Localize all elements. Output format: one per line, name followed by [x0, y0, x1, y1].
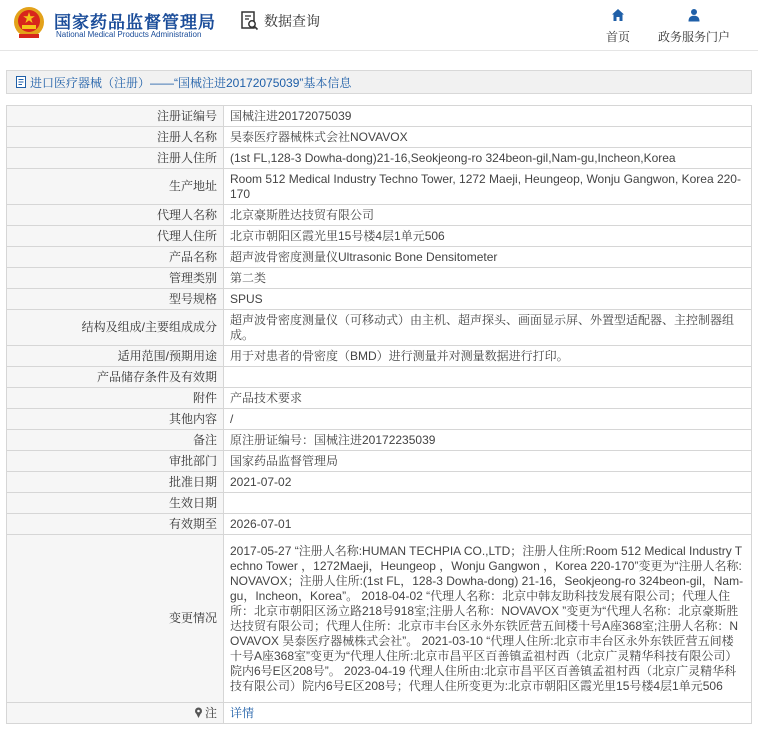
field-value-approval-dept: 国家药品监督管理局: [224, 451, 752, 472]
field-label: 代理人名称: [7, 205, 224, 226]
field-label: 适用范围/预期用途: [7, 346, 224, 367]
table-row: [7, 346, 752, 367]
field-value-agent: 北京豪斯胜达技贸有限公司: [224, 205, 752, 226]
field-label: 注册人名称: [7, 127, 224, 148]
field-label: 产品名称: [7, 247, 224, 268]
site-title[interactable]: 国家药品监督管理局: [54, 13, 216, 32]
details-link[interactable]: 详情: [230, 705, 255, 720]
field-value-product-name: 超声波骨密度测量仪Ultrasonic Bone Densitometer: [224, 247, 752, 268]
table-row: [7, 226, 752, 247]
breadcrumb-text[interactable]: 进口医疗器械（注册）——“国械注进20172075039”基本信息: [30, 75, 352, 90]
table-row: [7, 310, 752, 346]
field-value-reg-no: 国械注进20172075039: [224, 106, 752, 127]
field-value-registrant-address: (1st FL,128-3 Dowha-dong)21-16,Seokjeong-ro 324beon-gil,Nam-gu,Incheon,Korea: [224, 148, 752, 169]
field-value-structure: 超声波骨密度测量仪（可移动式）由主机、超声探头、画面显示屏、外置型适配器、主控制器组成。: [224, 310, 752, 346]
data-query-label: 数据查询: [264, 13, 320, 29]
field-value-registrant: 昊泰医疗器械株式会社NOVAVOX: [224, 127, 752, 148]
table-row: [7, 430, 752, 451]
user-icon: [687, 8, 701, 22]
table-row: [7, 247, 752, 268]
table-row: [7, 409, 752, 430]
table-row: [7, 367, 752, 388]
field-label: 有效期至: [7, 514, 224, 535]
nav-service-portal-label: 政务服务门户: [657, 30, 730, 44]
field-value-note: [224, 703, 752, 724]
field-value-agent-address: 北京市朝阳区霞光里15号楼4层1单元506: [224, 226, 752, 247]
field-value-production-address: Room 512 Medical Industry Techno Tower, 1272 Maeji, Heungeop, Wonju Gangwon, Korea 220-170: [224, 169, 752, 205]
document-search-icon: [241, 11, 259, 31]
site-subtitle: National Medical Products Administration: [56, 30, 202, 39]
field-label-note: [7, 703, 224, 724]
field-value-management-class: 第二类: [224, 268, 752, 289]
field-label: 注册证编号: [7, 106, 224, 127]
table-row: [7, 388, 752, 409]
field-label: 批准日期: [7, 472, 224, 493]
field-value-changes: 2017-05-27 “注册人名称:HUMAN TECHPIA CO.,LTD；注册人住所:Room 512 Medical Industry Techno Tower ，1272Maeji，Heungeop ，Wonju Gangwon ，Korea 220-170”变更为“注册人名称:NOVAVOX；注册人住所:(1st FL，128-3 Dowha-dong) 21-16，Seokjeong-ro 324beon-gil，Nam-gu，Incheon，Korea”。 2018-04-02 “代理人名称：北京中韩友助科技发展有限公司；代理人住所：北京市朝阳区汤立路218号918室;注册人名称：NOVAVOX ”变更为“代理人名称：北京豪斯胜达技贸有限公司；代理人住所：北京市丰台区永外东铁匠营五间楼十号A座368室;注册人名称：NOVAVOX 昊泰医疗器械株式会社”。 2021-03-10 “代理人住所:北京市丰台区永外东铁匠营五间楼十号A座368室”变更为“代理人住所:北京市昌平区百善镇孟祖村西（北京广灵精华科技有限公司）院内6号E区208号”。 2023-04-19 代理人住所由:北京市昌平区百善镇孟祖村西（北京广灵精华科技有限公司）院内6号E区208号；代理人住所变更为:北京市朝阳区霞光里15号楼4层1单元506: [224, 535, 752, 703]
field-label: 其他内容: [7, 409, 224, 430]
field-label: 结构及组成/主要组成成分: [7, 310, 224, 346]
header-divider: [0, 50, 758, 51]
field-value-remark: 原注册证编号：国械注进20172235039: [224, 430, 752, 451]
field-label: 管理类别: [7, 268, 224, 289]
field-label: 生效日期: [7, 493, 224, 514]
field-label: 变更情况: [7, 535, 224, 703]
table-row: [7, 535, 752, 703]
table-row: [7, 169, 752, 205]
site-header: [0, 0, 758, 50]
pin-icon: [194, 707, 203, 718]
table-row: [7, 148, 752, 169]
field-label: 注册人住所: [7, 148, 224, 169]
nav-home-label: 首页: [605, 30, 630, 44]
field-label: 备注: [7, 430, 224, 451]
device-detail-table: [6, 105, 752, 724]
table-row: [7, 127, 752, 148]
field-label: 生产地址: [7, 169, 224, 205]
table-row: [7, 472, 752, 493]
table-row: [7, 514, 752, 535]
field-value-model: SPUS: [224, 289, 752, 310]
table-row: [7, 451, 752, 472]
field-value-attachment: 产品技术要求: [224, 388, 752, 409]
nav-home[interactable]: [601, 8, 635, 45]
data-query-link[interactable]: [241, 10, 320, 32]
field-label: 附件: [7, 388, 224, 409]
field-value-storage: [224, 367, 752, 388]
table-row: [7, 268, 752, 289]
field-value-effective-date: [224, 493, 752, 514]
nav-service-portal[interactable]: [654, 8, 734, 45]
table-row: [7, 493, 752, 514]
note-label-text: 注: [204, 705, 217, 720]
field-label: 代理人住所: [7, 226, 224, 247]
field-value-scope: 用于对患者的骨密度（BMD）进行测量并对测量数据进行打印。: [224, 346, 752, 367]
table-row: [7, 703, 752, 724]
table-row: [7, 289, 752, 310]
field-value-other: /: [224, 409, 752, 430]
field-label: 型号规格: [7, 289, 224, 310]
home-icon: [611, 8, 625, 22]
field-label: 产品储存条件及有效期: [7, 367, 224, 388]
table-row: [7, 106, 752, 127]
table-row: [7, 205, 752, 226]
national-emblem-icon: [13, 6, 45, 40]
field-value-approval-date: 2021-07-02: [224, 472, 752, 493]
field-value-valid-until: 2026-07-01: [224, 514, 752, 535]
document-icon: [15, 76, 27, 88]
breadcrumb: [6, 70, 752, 94]
field-label: 审批部门: [7, 451, 224, 472]
